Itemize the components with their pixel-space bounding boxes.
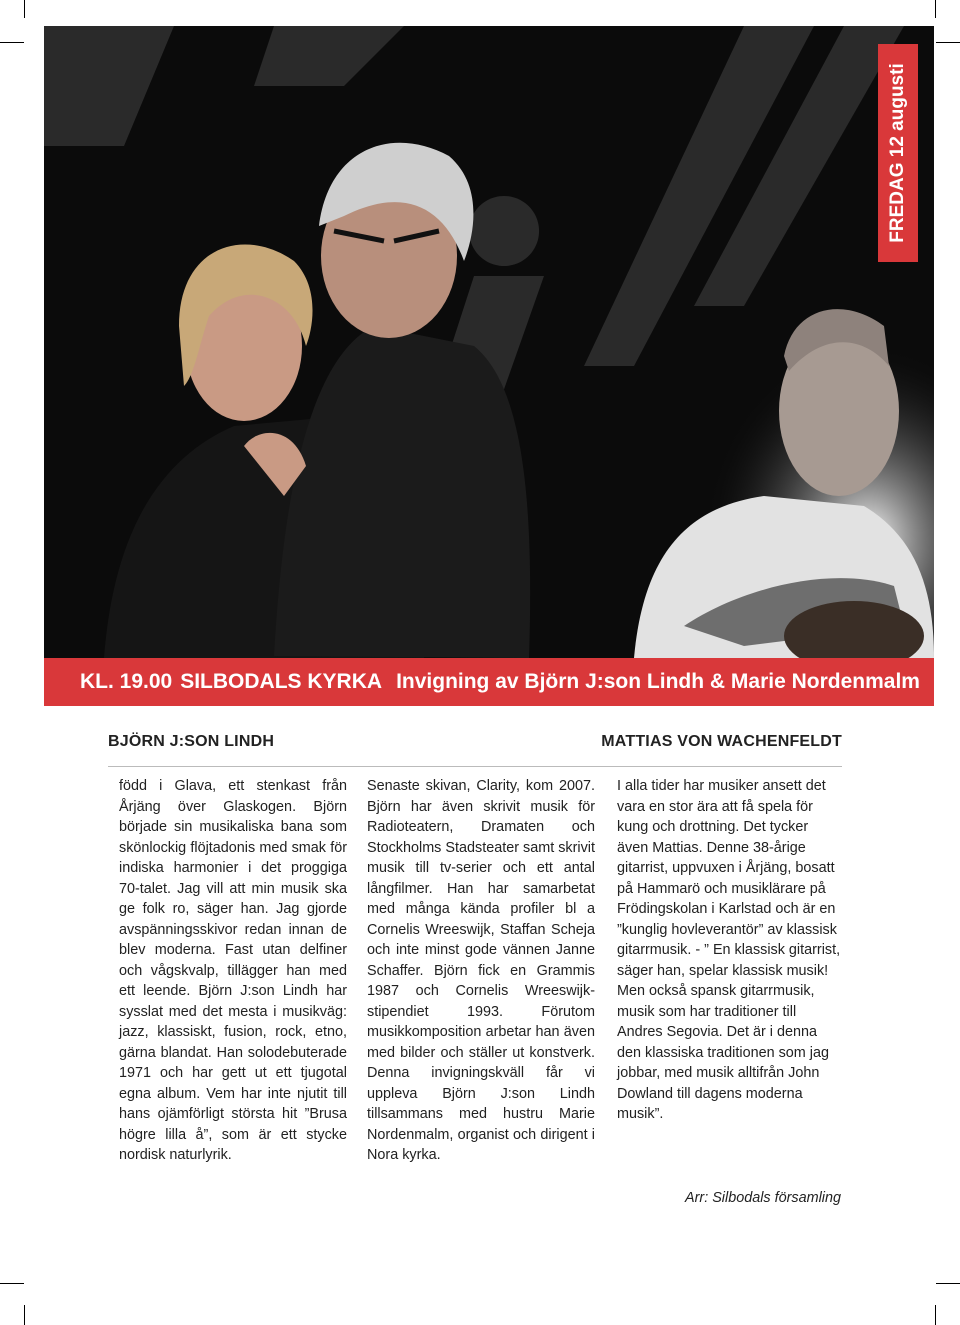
crop-mark	[24, 0, 25, 18]
crop-mark	[936, 1283, 960, 1284]
heading-bjorn: BJÖRN J:SON LINDH	[108, 733, 275, 750]
photo-illustration	[44, 26, 934, 658]
credit-line: Arr: Silbodals församling	[685, 1190, 841, 1206]
heading-mattias: MATTIAS VON WACHENFELDT	[601, 733, 842, 750]
text-column-2	[367, 776, 595, 1166]
text-column-1	[119, 776, 347, 1166]
event-banner	[44, 658, 934, 706]
photo-panel	[44, 26, 934, 658]
crop-mark	[24, 1305, 25, 1325]
crop-mark	[935, 1305, 936, 1325]
event-time: KL. 19.00	[80, 670, 173, 693]
couple-photo	[104, 143, 530, 658]
event-place: SILBODALS KYRKA	[180, 670, 383, 693]
event-title: Invigning av Björn J:son Lindh & Marie Nordenmalm	[396, 670, 920, 693]
text-column-3	[617, 776, 843, 1125]
guitarist-photo	[604, 266, 934, 658]
crop-mark	[0, 1283, 24, 1284]
body-paragraph: Senaste skivan, Clarity, kom 2007. Björn har även skrivit musik för Radioteatern, Dramaten och Stockholms Stadsteater samt skrivit musik till tv-serier och ett antal långfilmer. Han har samarbetat med många kända profiler bl a Cornelis Wreeswijk, Staffan Scheja och inte minst gode vännen Janne Schaffer. Björn fick en Grammis 1987 och Cornelis Wreeswijk-stipendiet 1993. Förutom musikkomposition arbetar han även med bilder och ställer ut konstverk. Denna invigningskväll får vi uppleva Björn J:son Lindh tillsammans med hustru Marie Nordenmalm, organist och dirigent i Nora kyrka.	[367, 778, 595, 1163]
body-paragraph: I alla tider har musiker ansett det vara en stor ära att få spela för kung och drottning. Det tycker även Mattias. Denne 38-årige gitarrist, uppvuxen i Årjäng, bosatt på Hammarö och musiklärare på Frödingskolan i Karlstad och är en ”kunglig hovleverantör” av klassisk gitarrmusik. - ” En klassisk gitarrist, säger han, spelar klassisk musik! Men också spansk gitarrmusik, musik som har traditioner till Andres Segovia. Det är i denna den klassiska traditionen som jag jobbar, med musik alltifrån John Dowland till dagens moderna musik”.	[617, 778, 841, 1122]
body-paragraph: född i Glava, ett stenkast från Årjäng över Glaskogen. Björn började sin musikaliska bana som skönlockig flöjtadonis med smak för indiska harmonier i det proggiga 70-talet. Jag vill att min musik ska ge folk ro, säger han. Jag gjorde avspänningsskivor redan innan de blev moderna. Fast utan delfiner och vågskvalp, tillägger han med ett leende. Björn J:son Lindh har sysslat med det mesta i musikväg: jazz, klassiskt, fusion, rock, etno, gärna blandat. Han solodebuterade 1971 och har gett ut ett tjugotal egna album. Vem har inte njutit till hans ojämförligt största hit ”Brusa högre lilla å”, som är ett stycke nordisk naturlyrik.	[119, 778, 347, 1163]
date-tab	[878, 44, 918, 262]
crop-mark	[936, 42, 960, 43]
crop-mark	[935, 0, 936, 18]
date-label: FREDAG 12 augusti	[887, 63, 908, 243]
crop-mark	[0, 42, 24, 43]
divider-rule	[108, 766, 842, 767]
